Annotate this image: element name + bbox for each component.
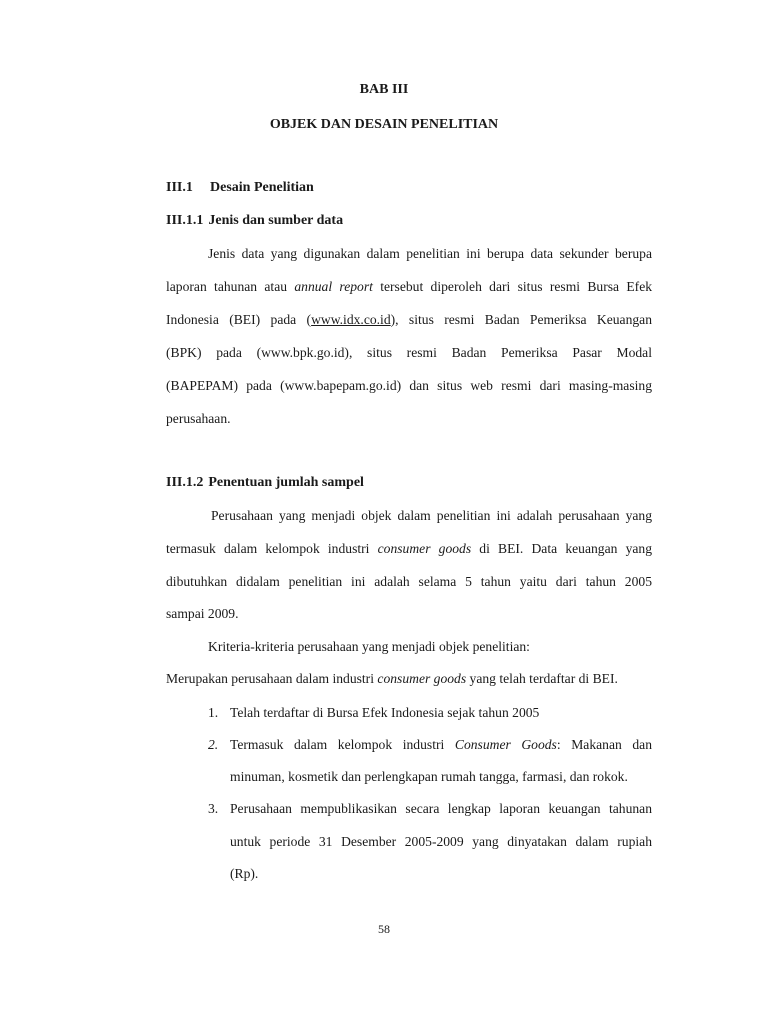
chapter-label: BAB III	[359, 82, 409, 97]
paragraph-line	[166, 541, 652, 557]
paragraph-line: perusahaan.	[166, 411, 231, 426]
section-title: Desain Penelitian	[210, 180, 314, 195]
section-title: Jenis dan sumber data	[208, 213, 344, 228]
text-run: yang telah terdaftar di BEI.	[469, 671, 618, 686]
text-run: : Makanan dan	[556, 737, 652, 752]
page-number: 58	[378, 922, 390, 936]
paragraph-line	[166, 279, 652, 295]
list-number: 2.	[208, 737, 219, 752]
text-run: Merupakan perusahaan dalam industri	[166, 671, 374, 686]
list-item-continuation: (Rp).	[230, 866, 259, 881]
italic-term: consumer goods	[377, 671, 467, 686]
text-run: laporan tahunan atau	[166, 279, 288, 294]
text-run: Termasuk dalam kelompok industri	[230, 737, 445, 752]
idx-link[interactable]: www.idx.co.id	[311, 312, 391, 327]
list-item-continuation: untuk periode 31 Desember 2005-2009 yang dinyatakan dalam rupiah	[230, 834, 652, 849]
section-number: III.1.2	[166, 475, 204, 490]
list-item: Perusahaan mempublikasikan secara lengkap laporan keuangan tahunan	[230, 801, 652, 816]
list-number: 1.	[208, 705, 219, 720]
list-number: 3.	[208, 801, 219, 816]
criteria-statement	[166, 671, 618, 687]
italic-term: annual report	[294, 279, 373, 294]
chapter-title: OBJEK DAN DESAIN PENELITIAN	[269, 117, 499, 132]
section-heading-3-1-1	[166, 213, 343, 229]
text-run: termasuk dalam kelompok industri	[166, 541, 370, 556]
text-run: tersebut diperoleh dari situs resmi Bursa Efek	[380, 279, 653, 294]
section-title: Penentuan jumlah sampel	[208, 475, 364, 490]
paragraph-line: (BPK) pada (www.bpk.go.id), situs resmi Badan Pemeriksa Pasar Modal	[166, 345, 652, 360]
italic-term: consumer goods	[377, 541, 472, 556]
section-number: III.1	[166, 180, 193, 195]
section-heading-3-1	[166, 180, 314, 196]
section-number: III.1.1	[166, 213, 204, 228]
paragraph-line	[166, 312, 652, 328]
paragraph-line: (BAPEPAM) pada (www.bapepam.go.id) dan situs web resmi dari masing-masing	[166, 378, 652, 393]
paragraph-line: Jenis data yang digunakan dalam penelitian ini berupa data sekunder berupa	[208, 246, 652, 261]
criteria-intro: Kriteria-kriteria perusahaan yang menjadi objek penelitian:	[208, 639, 530, 654]
paragraph-line: Perusahaan yang menjadi objek dalam penelitian ini adalah perusahaan yang	[211, 508, 652, 523]
list-item-continuation: minuman, kosmetik dan perlengkapan rumah tangga, farmasi, dan rokok.	[230, 769, 628, 784]
list-item: Telah terdaftar di Bursa Efek Indonesia sejak tahun 2005	[230, 705, 540, 720]
italic-term: Consumer Goods	[454, 737, 557, 752]
text-run: ), situs resmi Badan Pemeriksa Keuangan	[390, 312, 652, 327]
text-run: Indonesia (BEI) pada (	[166, 312, 312, 327]
list-item	[230, 737, 652, 753]
paragraph-line: dibutuhkan didalam penelitian ini adalah selama 5 tahun yaitu dari tahun 2005	[166, 574, 652, 589]
text-run: di BEI. Data keuangan yang	[479, 541, 652, 556]
paragraph-line: sampai 2009.	[166, 606, 239, 621]
section-heading-3-1-2	[166, 475, 364, 491]
